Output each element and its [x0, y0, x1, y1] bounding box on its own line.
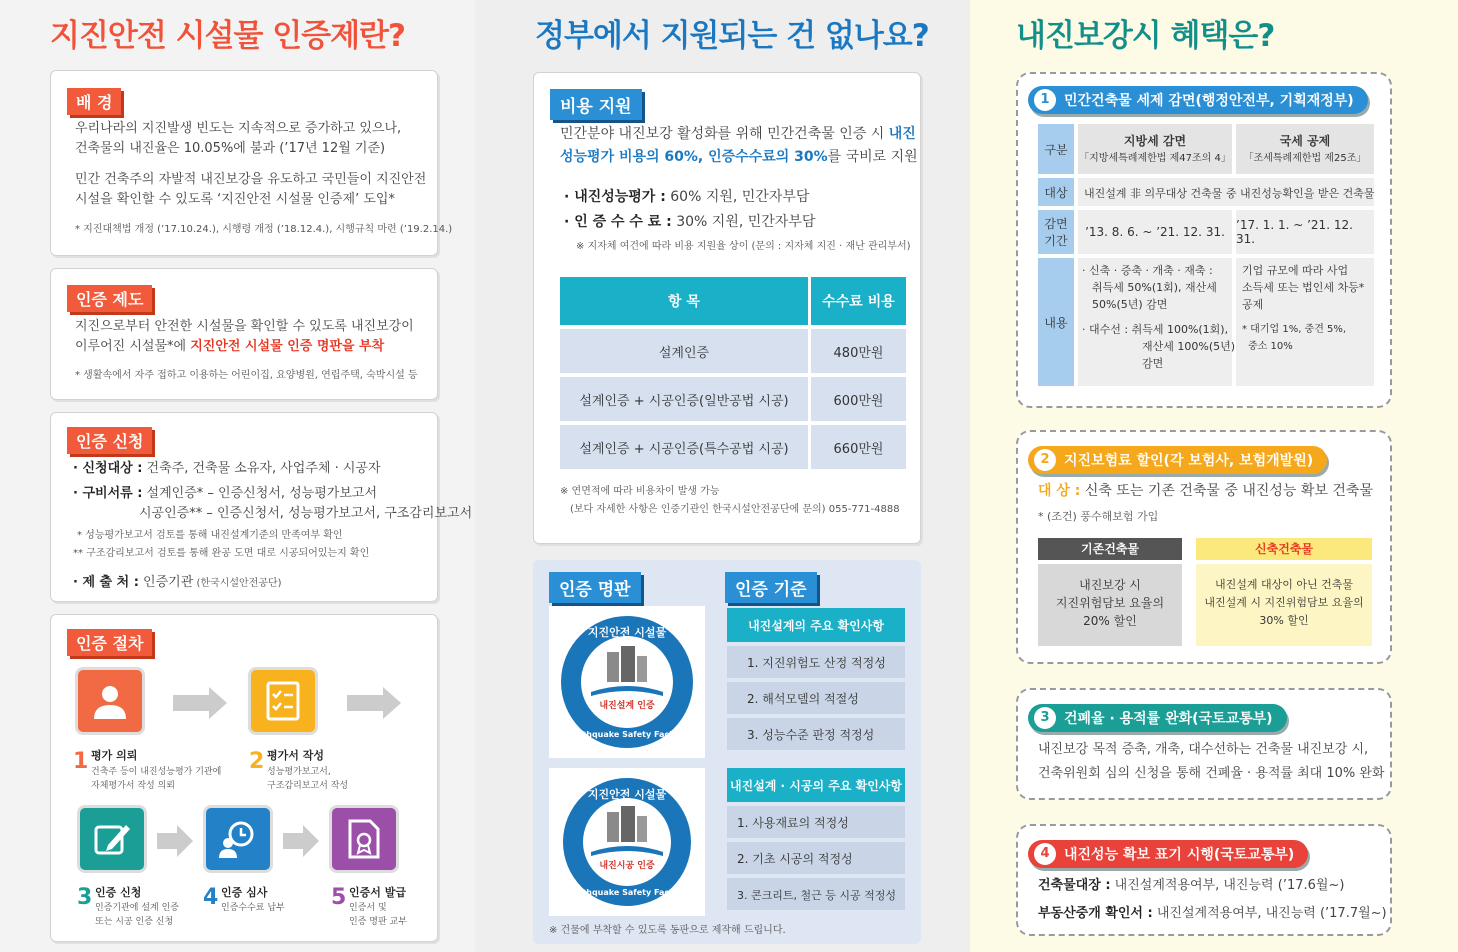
arrow-2-3 [347, 695, 385, 711]
fee-row-1-cost: 480만원 [811, 329, 906, 373]
edit-pen-icon [92, 819, 132, 859]
cost-text-2: 성능평가 비용의 60%, 인증수수료의 30%를 국비로 지원 [560, 149, 918, 165]
cost-bullet-1: · 내진성능평가 : 60% 지원, 민간자부담 [564, 189, 810, 205]
section-title-support: 정부에서 지원되는 건 없나요? [535, 18, 929, 54]
criteria-construction-header: 내진설계 · 시공의 주요 확인사항 [727, 768, 905, 802]
tax-r3b-3: 공제 [1242, 298, 1264, 311]
apply-docs: · 구비서류 : 설계인증* – 인증신청서, 성능평가보고서 [73, 486, 378, 501]
cost-text-1: 민간분야 내진보강 활성화를 위해 민간건축물 인증 시 내진 [560, 126, 916, 142]
step3-icon-box [77, 805, 147, 873]
card-background [50, 70, 453, 256]
fee-header-item: 항 목 [560, 277, 808, 325]
criteria-construction-item-3: 3. 콘크리트, 철근 등 시공 적정성 [727, 878, 905, 910]
bg-text-2a: 민간 건축주의 자발적 내진보강을 유도하고 국민들이 지진안전 [75, 172, 427, 187]
step3-title: 인증 신청 [95, 886, 142, 899]
insurance-target: 대 상 : 신축 또는 기존 건축물 중 내진성능 확보 건축물 [1038, 483, 1373, 499]
criteria-construction-item-1: 1. 사용재료의 적정성 [727, 806, 905, 838]
seal-construction-bottom-text: Earthquake Safety Facility [567, 888, 687, 897]
criteria-design-header: 내진설계의 주요 확인사항 [727, 608, 905, 642]
card-cost-support [533, 72, 921, 544]
arrow-head-icon [209, 687, 227, 719]
tax-r3a-3: 50%(5년) 감면 [1092, 298, 1168, 311]
insurance-new-header: 신축건축물 [1196, 538, 1372, 560]
tax-r3a-5: 재산세 100%(5년) [1142, 340, 1236, 353]
label-criteria: 인증 기준 [725, 572, 817, 603]
system-text-2: 이루어진 시설물*에 지진안전 시설물 인증 명판을 부착 [75, 339, 385, 354]
tax-r2b: ’17. 1. 1. ~ ’21. 12. 31. [1236, 210, 1374, 254]
card-benefit-ratio [1016, 688, 1392, 800]
apply-note-2: ** 구조감리보고서 검토를 통해 완공 도면 대로 시공되어있는지 확인 [73, 548, 370, 559]
bg-note: * 지진대책법 개정 (’17.10.24.), 시행령 개정 (’18.12.4.), 시행규칙 마련 (’19.2.14.) [75, 224, 453, 235]
step4-icon-box [203, 805, 273, 873]
cost-foot-1: ※ 연면적에 따라 비용차이 발생 가능 [560, 486, 720, 497]
system-text-1: 지진으로부터 안전한 시설물을 확인할 수 있도록 내진보강이 [75, 319, 414, 334]
tax-r1v: 내진설계 非 의무대상 건축물 중 내진성능확인을 받은 건축물 [1078, 178, 1374, 206]
card-benefit-insurance [1016, 430, 1392, 664]
step2-number: 2 [249, 749, 265, 774]
column-benefits [970, 0, 1458, 952]
step2-icon-box [248, 667, 318, 735]
step1-number: 1 [73, 749, 89, 774]
tax-r3b-4: * 대기업 1%, 중견 5%, [1242, 324, 1347, 335]
arrow-head-icon [303, 825, 319, 857]
tax-r3a-2: 취득세 50%(1회), 재산세 [1092, 281, 1217, 294]
tax-r3a-4: · 대수선 : 취득세 100%(1회), [1082, 323, 1229, 336]
tax-r2a: ’13. 8. 6. ~ ’21. 12. 31. [1078, 210, 1232, 254]
tax-h1-sub: 「지방세특례제한법 제47조의 4」 [1079, 153, 1231, 164]
section-title-certification: 지진안전 시설물 인증제란? [50, 18, 405, 54]
apply-target: · 신청대상 : 건축주, 건축물 소유자, 사업주체 · 시공자 [73, 461, 381, 476]
tax-r3b-1: 기업 규모에 따라 사업 [1242, 264, 1349, 277]
criteria-construction-item-2: 2. 기초 시공의 적정성 [727, 842, 905, 874]
checklist-icon [264, 680, 302, 722]
arrow-head-icon [177, 825, 193, 857]
review-clock-icon [217, 819, 259, 859]
fee-row-2-item: 설계인증 + 시공인증(일반공법 시공) [560, 377, 808, 421]
tax-h2-sub: 「조세특례제한법 제25조」 [1243, 153, 1367, 164]
tax-h1: 지방세 감면 [1123, 134, 1187, 148]
card-system [50, 268, 438, 400]
card-benefit-label [1016, 824, 1392, 936]
card-plate [533, 560, 921, 944]
cost-bullet-2: · 인 증 수 수 료 : 30% 지원, 민간자부담 [564, 214, 816, 230]
column-certification [0, 0, 475, 952]
bg-text-1a: 우리나라의 지진발생 빈도는 지속적으로 증가하고 있으나, [75, 121, 402, 136]
step3-desc1: 인증기관에 설계 인증 [95, 903, 179, 913]
fee-row-1-item: 설계인증 [560, 329, 808, 373]
apply-submit: · 제 출 처 : 인증기관 (한국시설안전공단) [73, 575, 282, 590]
step2-desc2: 구조감리보고서 작성 [267, 781, 349, 791]
tax-h1-cell [1078, 124, 1232, 174]
cost-note: ※ 지자체 여건에 따라 비용 지원율 상이 (문의 : 지자체 지진 · 재난 관리부서) [576, 241, 911, 252]
arrow-4-5 [283, 833, 305, 849]
apply-docs-2: 시공인증** – 인증신청서, 성능평가보고서, 구조감리보고서 [139, 506, 473, 521]
insurance-existing-2: 지진위험담보 요율의 [1055, 596, 1165, 610]
tax-r3b-2: 소득세 또는 법인세 차등* [1242, 281, 1365, 294]
step1-desc2: 자체평가서 작성 의뢰 [91, 781, 175, 791]
cost-foot-2: (보다 자세한 사항은 인증기관인 한국시설안전공단에 문의) 055-771-4888 [570, 504, 900, 515]
insurance-new-3: 30% 할인 [1259, 614, 1309, 627]
step2-title: 평가서 작성 [267, 749, 324, 762]
fee-row-3-cost: 660만원 [811, 425, 906, 469]
apply-note-1: * 성능평가보고서 검토를 통해 내진설계기준의 만족여부 확인 [77, 530, 343, 541]
step5-title: 인증서 발급 [349, 886, 406, 899]
pill-benefit-ratio: 3 건폐율 · 용적률 완화(국토교통부) [1028, 704, 1287, 732]
label-cost-support: 비용 지원 [550, 89, 642, 120]
step2-desc1: 성능평가보고서, [267, 767, 331, 777]
label-line-1: 건축물대장 : 내진설계적용여부, 내진능력 (’17.6월~) [1038, 878, 1345, 893]
card-apply [50, 412, 473, 602]
step4-title: 인증 심사 [221, 886, 268, 899]
tax-h2-cell [1236, 124, 1374, 174]
seal-design-mid-text: 내진설계 인증 [599, 701, 655, 711]
section-title-benefits: 내진보강시 혜택은? [1016, 18, 1275, 54]
step1-desc1: 건축주 등이 내진성능평가 기관에 [91, 767, 222, 777]
tax-r3b-cell [1236, 258, 1374, 386]
bg-text-1b: 건축물의 내진율은 10.05%에 불과 (’17년 12월 기준) [75, 141, 386, 156]
step5-desc2: 인증 명판 교부 [349, 917, 407, 927]
seal-design-bottom-text: Earthquake Safety Facility [567, 730, 687, 739]
card-benefit-tax [1016, 72, 1392, 408]
fee-header-cost: 수수료 비용 [811, 277, 906, 325]
label-apply: 인증 신청 [67, 427, 152, 454]
ratio-text-1: 내진보강 목적 증축, 개축, 대수선하는 건축물 내진보강 시, [1038, 742, 1369, 757]
column-support [475, 0, 970, 952]
bg-text-2b: 시설을 확인할 수 있도록 ‘지진안전 시설물 인증제’ 도입* [75, 192, 395, 207]
fee-row-2-cost: 600만원 [811, 377, 906, 421]
tax-r3a-1: · 신축 · 증축 · 개축 · 재축 : [1082, 264, 1213, 277]
seal-design-top-text: 지진안전 시설물 [587, 626, 667, 639]
tax-r3k: 내용 [1038, 258, 1074, 386]
pill-benefit-insurance: 2 지진보험료 할인(각 보험사, 보험개발원) [1028, 446, 1327, 474]
criteria-design-item-1: 1. 지진위험도 산정 적정성 [727, 646, 905, 678]
insurance-new-1: 내진설계 대상이 아닌 건축물 [1214, 578, 1353, 591]
label-background: 배 경 [67, 88, 121, 115]
arrow-head-icon [383, 687, 401, 719]
tax-h2: 국세 공제 [1279, 134, 1331, 148]
insurance-existing-body [1038, 564, 1182, 646]
pill-benefit-label: 4 내진성능 확보 표기 시행(국토교통부) [1028, 840, 1308, 868]
step4-desc1: 인증수수료 납부 [221, 903, 285, 913]
tax-h0: 구분 [1038, 124, 1074, 174]
step4-number: 4 [203, 885, 219, 910]
step3-desc2: 또는 시공 인증 신청 [95, 917, 174, 927]
criteria-design-item-2: 2. 해석모델의 적절성 [727, 682, 905, 714]
insurance-note: * (조건) 풍수해보험 가입 [1038, 510, 1159, 523]
tax-r1k: 대상 [1038, 178, 1074, 206]
seal-construction-top-text: 지진안전 시설물 [587, 788, 667, 801]
ratio-text-2: 건축위원회 심의 신청을 통해 건폐율 · 용적률 최대 10% 완화 [1038, 766, 1385, 781]
step1-title: 평가 의뢰 [91, 749, 138, 762]
plate-foot: ※ 건물에 부착할 수 있도록 동판으로 제작해 드립니다. [549, 925, 786, 936]
step5-number: 5 [331, 885, 347, 910]
arrow-3-4 [157, 833, 179, 849]
tax-r3a-cell [1078, 258, 1236, 386]
person-icon [90, 681, 130, 721]
tax-r2k: 감면 기간 [1038, 210, 1074, 254]
fee-row-3-item: 설계인증 + 시공인증(특수공법 시공) [560, 425, 808, 469]
tax-r3b-5: 중소 10% [1248, 341, 1293, 352]
seal-construction-mid-text: 내진시공 인증 [599, 861, 655, 871]
label-line-2: 부동산중개 확인서 : 내진설계적용여부, 내진능력 (’17.7월~) [1038, 906, 1387, 921]
insurance-existing-header: 기존건축물 [1038, 538, 1182, 560]
label-plate: 인증 명판 [549, 572, 641, 603]
insurance-new-2: 내진설계 시 지진위험담보 요율의 [1204, 596, 1364, 609]
plate-construction-box [549, 768, 705, 916]
tax-r3a-6: 감면 [1142, 357, 1164, 370]
step5-desc1: 인증서 및 [349, 903, 387, 913]
criteria-design-item-3: 3. 성능수준 판정 적정성 [727, 718, 905, 750]
arrow-1-2 [173, 695, 211, 711]
label-system: 인증 제도 [67, 285, 152, 312]
step3-number: 3 [77, 885, 93, 910]
certificate-icon [346, 818, 382, 860]
step5-icon-box [329, 805, 399, 873]
plate-design-box [549, 606, 705, 758]
system-note: * 생활속에서 자주 접하고 이용하는 어린이집, 요양병원, 연립주택, 숙박시설 등 [75, 370, 418, 381]
pill-benefit-tax: 1 민간건축물 세제 감면(행정안전부, 기획재정부) [1028, 86, 1368, 114]
insurance-existing-1: 내진보강 시 [1079, 578, 1141, 592]
card-process [50, 614, 438, 942]
step1-icon-box [75, 667, 145, 735]
insurance-existing-3: 20% 할인 [1083, 614, 1137, 628]
label-process: 인증 절차 [67, 629, 152, 656]
insurance-new-body [1196, 564, 1372, 646]
